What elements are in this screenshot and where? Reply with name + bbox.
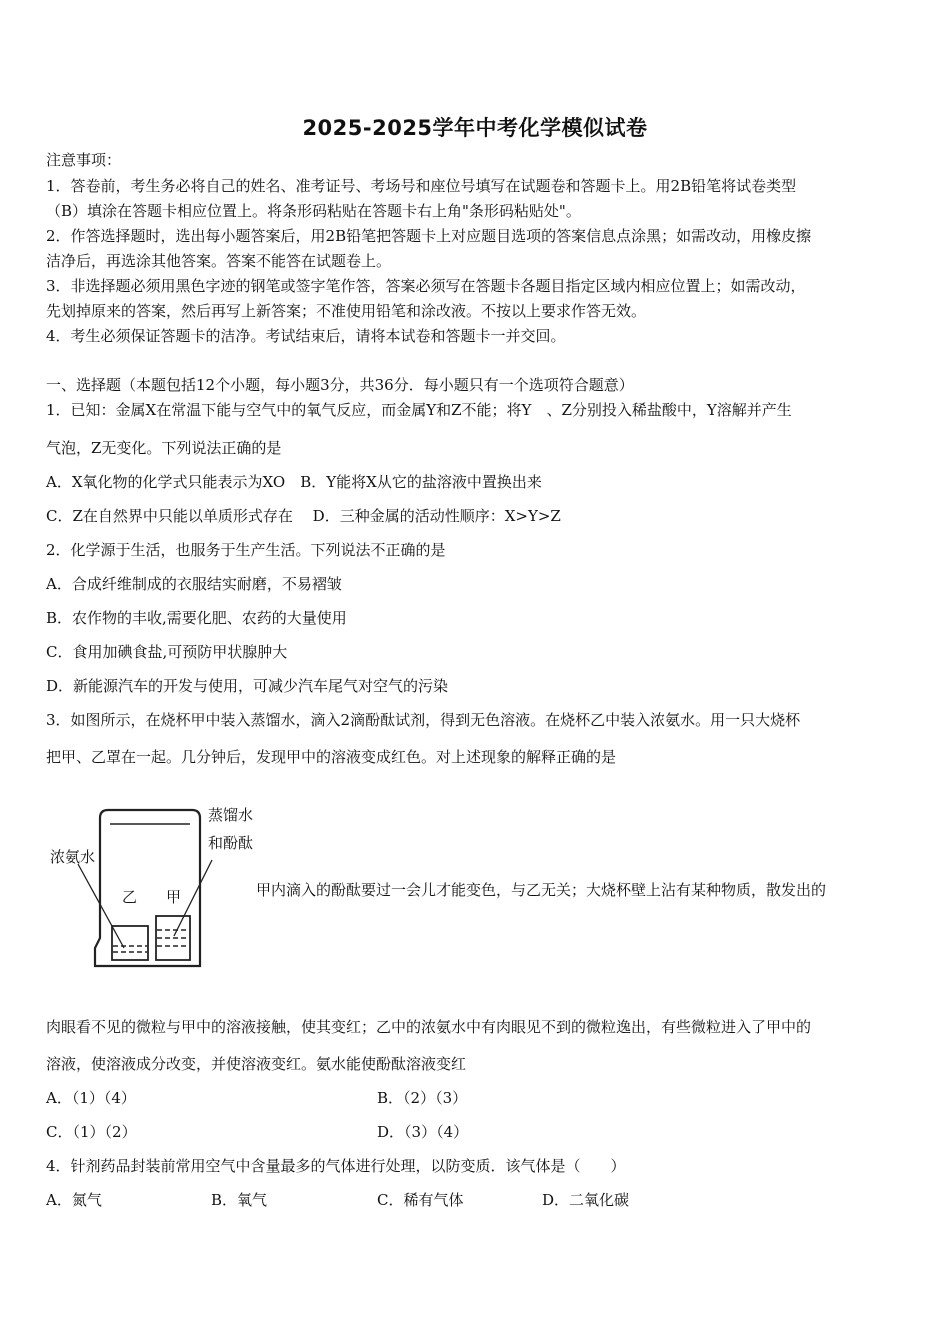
- notice-line: 1．答卷前，考生务必将自己的姓名、准考证号、考场号和座位号填写在试题卷和答题卡上。用2B铅笔将试卷类型: [46, 177, 797, 195]
- q3-stem: 3．如图所示，在烧杯甲中装入蒸馏水，滴入2滴酚酞试剂，得到无色溶液。在烧杯乙中装入浓氨水。用一只大烧杯: [46, 711, 801, 729]
- notice-line: 洁净后，再选涂其他答案。答案不能答在试题卷上。: [46, 252, 392, 270]
- beaker-diagram: [50, 798, 260, 973]
- label-phenolphthalein: 和酚酞: [208, 834, 254, 852]
- q4-option-b: B．氧气: [211, 1191, 268, 1209]
- q2-option-c: C．食用加碘食盐,可预防甲状腺肿大: [46, 643, 288, 661]
- q2-option-b: B．农作物的丰收,需要化肥、农药的大量使用: [46, 609, 347, 627]
- q2-stem: 2．化学源于生活，也服务于生产生活。下列说法不正确的是: [46, 541, 446, 559]
- notice-line: 3．非选择题必须用黑色字迹的钢笔或签字笔作答，答案必须写在答题卡各题目指定区域内相应位置上；如需改动，: [46, 277, 806, 295]
- page-title: 2025-2025学年中考化学模似试卷: [302, 116, 648, 140]
- q2-option-d: D．新能源汽车的开发与使用，可减少汽车尾气对空气的污染: [46, 677, 449, 695]
- notice-line: 先划掉原来的答案，然后再写上新答案；不准使用铅笔和涂改液。不按以上要求作答无效。: [46, 302, 647, 320]
- q4-stem: 4．针剂药品封装前常用空气中含量最多的气体进行处理，以防变质．该气体是（ ）: [46, 1157, 626, 1175]
- q4-option-c: C．稀有气体: [377, 1191, 464, 1209]
- notice-line: 4．考生必须保证答题卡的洁净。考试结束后，请将本试卷和答题卡一并交回。: [46, 327, 566, 345]
- q4-option-d: D．二氧化碳: [542, 1191, 630, 1209]
- q3-stem-cont: 把甲、乙罩在一起。几分钟后，发现甲中的溶液变成红色。对上述现象的解释正确的是: [46, 748, 617, 766]
- q1-options-ab: A．X氧化物的化学式只能表示为XO B．Y能将X从它的盐溶液中置换出来: [46, 473, 542, 491]
- label-beaker-jia: 甲: [166, 888, 182, 906]
- label-distilled-water: 蒸馏水: [208, 806, 254, 824]
- q2-option-a: A．合成纤维制成的衣服结实耐磨，不易褶皱: [46, 575, 342, 593]
- q3-explanation-2: 肉眼看不见的微粒与甲中的溶液接触，使其变红；乙中的浓氨水中有肉眼见不到的微粒逸出，有些微粒进入了甲中的: [46, 1018, 812, 1036]
- q3-option-c: C．（1）（2）: [46, 1123, 137, 1141]
- q1-stem: 1．已知：金属X在常温下能与空气中的氧气反应，而金属Y和Z不能；将Y 、Z分别投入稀盐酸中，Y溶解并产生: [46, 401, 792, 419]
- notice-heading: 注意事项：: [46, 151, 122, 169]
- label-concentrated-ammonia: 浓氨水: [50, 848, 96, 866]
- q3-explanation-3: 溶液，使溶液成分改变，并使溶液变红。氨水能使酚酞溶液变红: [46, 1055, 467, 1073]
- q3-explanation-1: 甲内滴入的酚酞要过一会儿才能变色，与乙无关；大烧杯壁上沾有某种物质，散发出的: [256, 881, 827, 899]
- label-beaker-yi: 乙: [122, 888, 138, 906]
- notice-line: 2．作答选择题时，选出每小题答案后，用2B铅笔把答题卡上对应题目选项的答案信息点涂黑；如需改动，用橡皮擦: [46, 227, 812, 245]
- q4-option-a: A．氮气: [46, 1191, 102, 1209]
- q3-option-b: B．（2）（3）: [377, 1089, 468, 1107]
- q1-options-cd: C．Z在自然界中只能以单质形式存在 D．三种金属的活动性顺序：X>Y>Z: [46, 507, 561, 525]
- q3-option-a: A．（1）（4）: [46, 1089, 136, 1107]
- q1-stem-cont: 气泡，Z无变化。下列说法正确的是: [46, 439, 282, 457]
- q3-option-d: D．（3）（4）: [377, 1123, 469, 1141]
- notice-line: （B）填涂在答题卡相应位置上。将条形码粘贴在答题卡右上角"条形码粘贴处"。: [46, 202, 581, 220]
- section-heading: 一、选择题（本题包括12个小题，每小题3分，共36分．每小题只有一个选项符合题意）: [46, 376, 634, 394]
- beaker-yi-shape: [112, 926, 148, 960]
